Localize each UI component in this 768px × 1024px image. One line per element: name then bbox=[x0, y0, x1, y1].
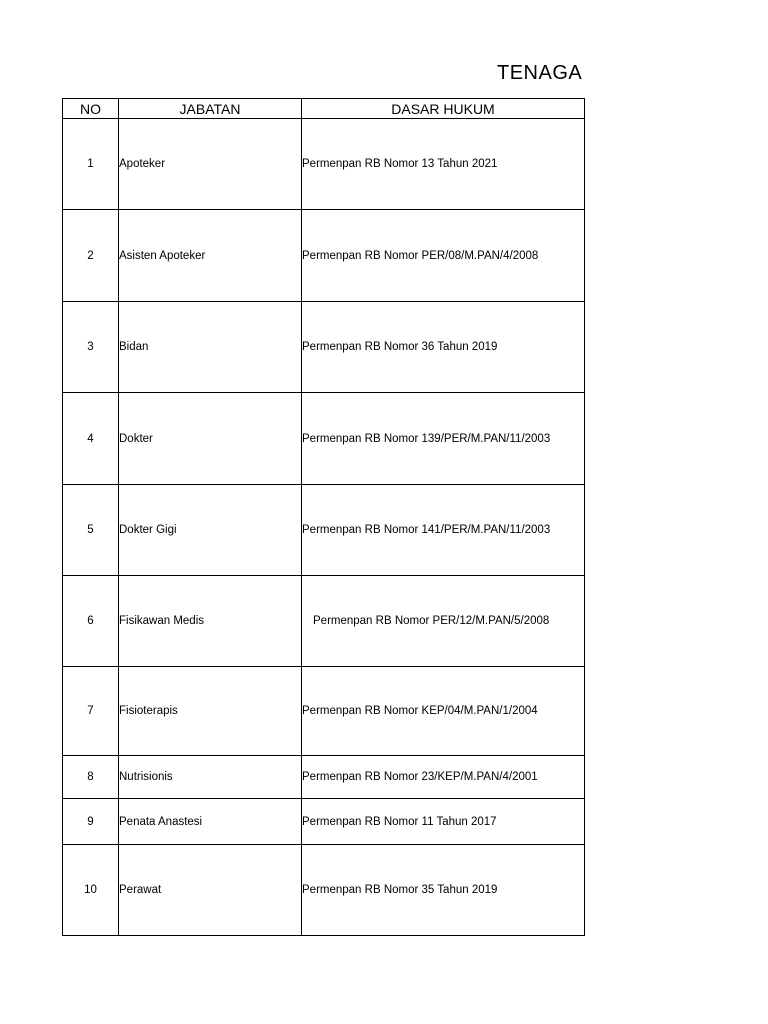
table-row bbox=[63, 576, 585, 667]
row-jabatan: Fisikawan Medis bbox=[119, 576, 302, 667]
header-jabatan: JABATAN bbox=[119, 99, 302, 119]
table-row bbox=[63, 302, 585, 393]
page-title: TENAGA bbox=[497, 62, 583, 84]
row-dasar-hukum: Permenpan RB Nomor KEP/04/M.PAN/1/2004 bbox=[302, 667, 585, 756]
row-jabatan: Dokter bbox=[119, 393, 302, 485]
row-dasar-hukum: Permenpan RB Nomor PER/08/M.PAN/4/2008 bbox=[302, 210, 585, 302]
table-row bbox=[63, 845, 585, 936]
row-jabatan: Bidan bbox=[119, 302, 302, 393]
row-jabatan: Perawat bbox=[119, 845, 302, 936]
row-dasar-hukum: Permenpan RB Nomor 141/PER/M.PAN/11/2003 bbox=[302, 485, 585, 576]
row-dasar-hukum: Permenpan RB Nomor 23/KEP/M.PAN/4/2001 bbox=[302, 756, 585, 799]
row-no: 6 bbox=[63, 576, 119, 667]
row-dasar-hukum: Permenpan RB Nomor PER/12/M.PAN/5/2008 bbox=[302, 576, 585, 667]
row-jabatan: Fisioterapis bbox=[119, 667, 302, 756]
table-row bbox=[63, 667, 585, 756]
row-jabatan: Apoteker bbox=[119, 119, 302, 210]
table-row bbox=[63, 485, 585, 576]
header-dasar-hukum: DASAR HUKUM bbox=[302, 99, 585, 119]
row-jabatan: Dokter Gigi bbox=[119, 485, 302, 576]
row-no: 3 bbox=[63, 302, 119, 393]
row-no: 8 bbox=[63, 756, 119, 799]
row-jabatan: Penata Anastesi bbox=[119, 799, 302, 845]
table-row bbox=[63, 210, 585, 302]
row-dasar-hukum: Permenpan RB Nomor 13 Tahun 2021 bbox=[302, 119, 585, 210]
row-no: 7 bbox=[63, 667, 119, 756]
row-no: 2 bbox=[63, 210, 119, 302]
row-dasar-hukum: Permenpan RB Nomor 35 Tahun 2019 bbox=[302, 845, 585, 936]
table-row bbox=[63, 393, 585, 485]
row-jabatan: Asisten Apoteker bbox=[119, 210, 302, 302]
row-dasar-hukum: Permenpan RB Nomor 36 Tahun 2019 bbox=[302, 302, 585, 393]
table-row bbox=[63, 756, 585, 799]
jabatan-table bbox=[62, 98, 585, 936]
row-no: 5 bbox=[63, 485, 119, 576]
row-jabatan: Nutrisionis bbox=[119, 756, 302, 799]
table-row bbox=[63, 119, 585, 210]
row-no: 9 bbox=[63, 799, 119, 845]
row-dasar-hukum: Permenpan RB Nomor 139/PER/M.PAN/11/2003 bbox=[302, 393, 585, 485]
row-no: 10 bbox=[63, 845, 119, 936]
header-no: NO bbox=[63, 99, 119, 119]
table-header-row bbox=[63, 99, 585, 119]
table-row bbox=[63, 799, 585, 845]
row-no: 4 bbox=[63, 393, 119, 485]
row-no: 1 bbox=[63, 119, 119, 210]
row-dasar-hukum: Permenpan RB Nomor 11 Tahun 2017 bbox=[302, 799, 585, 845]
